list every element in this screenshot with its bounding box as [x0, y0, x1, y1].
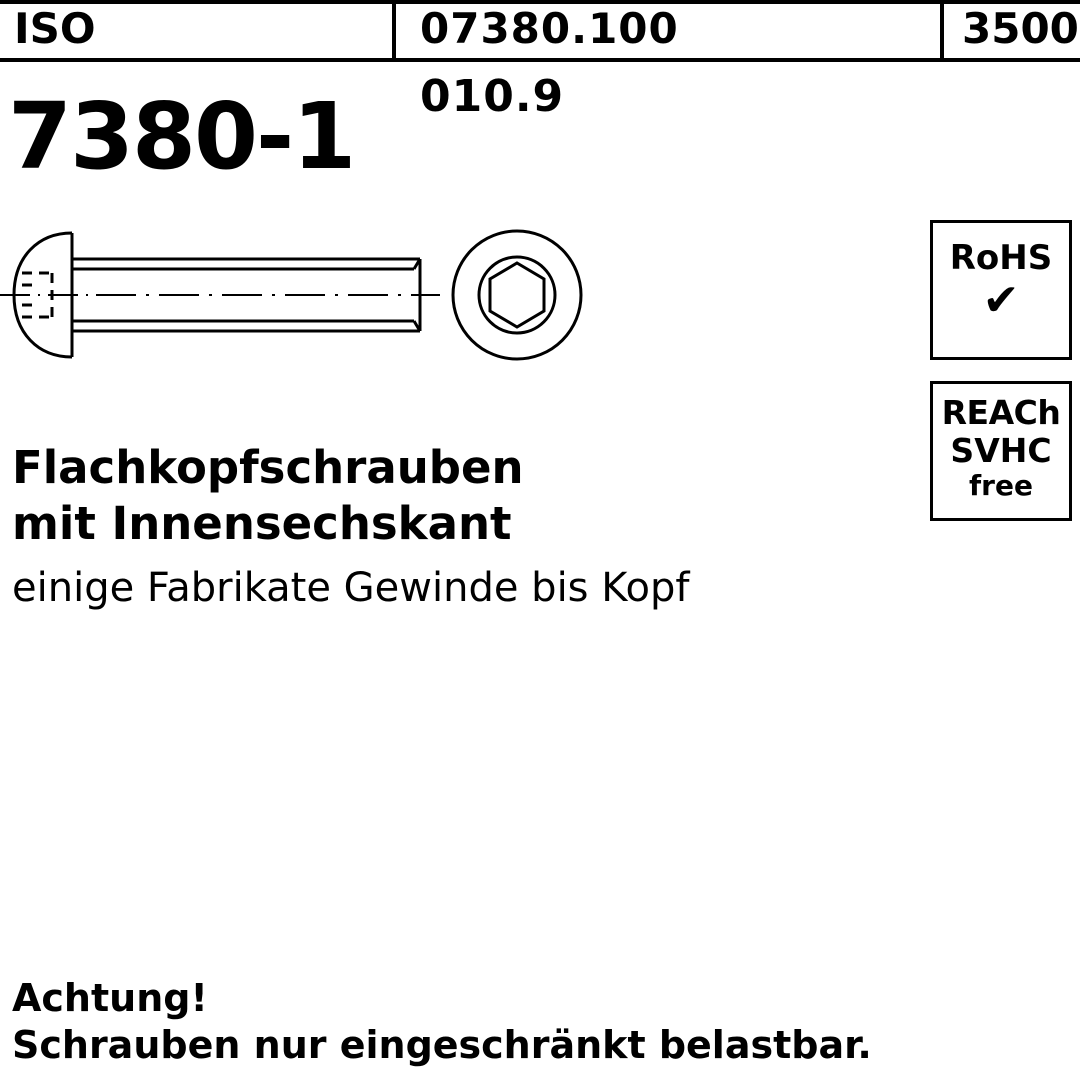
technical-drawing [0, 215, 620, 375]
header-divider-right [940, 4, 944, 58]
reach-badge [930, 381, 1072, 521]
rohs-badge [930, 220, 1072, 360]
svhc-label: SVHC [950, 431, 1052, 470]
rohs-label: RoHS [949, 238, 1053, 278]
standard-body-label: ISO [14, 4, 96, 53]
header-bottom-rule [0, 58, 1080, 62]
product-name-line-2: mit Innensechskant [12, 497, 512, 550]
warning-text: Schrauben nur eingeschränkt belastbar. [12, 1023, 872, 1067]
strength-grade: 010.9 [420, 71, 565, 122]
head-outer-circle [453, 231, 581, 359]
screw-drawing-svg [0, 215, 620, 375]
free-label: free [969, 469, 1033, 502]
warning-heading: Achtung! [12, 976, 208, 1020]
product-name-line-1: Flachkopfschrauben [12, 441, 524, 494]
hex-socket-shape [490, 263, 544, 327]
product-note: einige Fabrikate Gewinde bis Kopf [12, 565, 690, 611]
header-row [0, 0, 1080, 62]
page-title: 7380-1 [8, 83, 355, 190]
reach-label: REACh [941, 393, 1061, 432]
article-number: 07380.100 [420, 4, 679, 53]
header-divider-left [392, 4, 396, 58]
check-icon: ✔ [982, 275, 1020, 326]
quantity-value: 3500 [962, 4, 1079, 53]
